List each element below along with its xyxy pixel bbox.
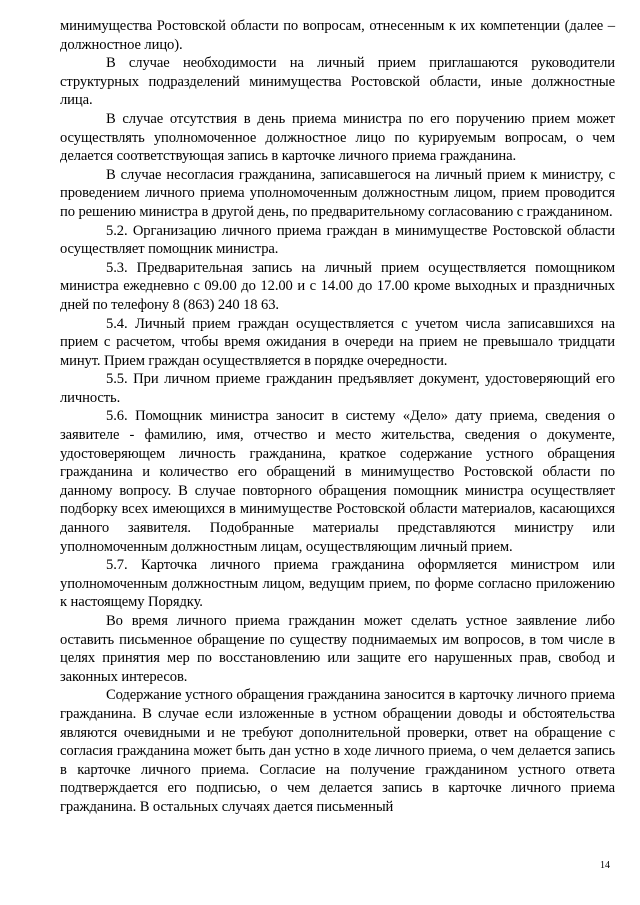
page-number: 14: [600, 860, 610, 871]
document-body: [60, 17, 615, 817]
paragraph-5-4: 5.4. Личный прием граждан осуществляется с учетом числа записавшихся на прием с расчетом, чтобы время ожидания в очереди на прием не превышало тридцати минут. Прием граждан осуществляется в порядке очередности.: [60, 315, 615, 369]
paragraph-5-7: 5.7. Карточка личного приема гражданина оформляется министром или уполномоченным должностным лицом, ведущим прием, по форме согласно приложению к настоящему Порядку.: [60, 557, 615, 611]
paragraph-continuation: минимущества Ростовской области по вопросам, отнесенным к их компетенции (далее – должностное лицо).: [60, 18, 615, 53]
paragraph-5-3: 5.3. Предварительная запись на личный прием осуществляется помощником министра ежедневно с 09.00 до 12.00 и с 14.00 до 17.00 кроме выходных и праздничных дней по телефону 8 (863) 240 18 63.: [60, 259, 615, 313]
paragraph-minister-absence: В случае отсутствия в день приема министра по его поручению прием может осуществлять уполномоченное должностное лицо по курируемым вопросам, о чем делается соответствующая запись в карточке личного приема гражданина.: [60, 110, 615, 165]
paragraph-citizen-disagreement: В случае несогласия гражданина, записавшегося на личный прием к министру, с проведением личного приема уполномоченным должностным лицом, прием проводится по решению министра в другой день, по предварительному согласованию с гражданином.: [60, 166, 615, 220]
paragraph-5-6: 5.6. Помощник министра заносит в систему «Дело» дату приема, сведения о заявителе - фамилию, имя, отчество и место жительства, сведения о документе, удостоверяющем личность гражданина, краткое содержание устного обращения гражданина и количество его обращений в минимущество Ростовской области по данному вопросу. В случае повторного обращения помощник министра осуществляет подборку всех имеющихся в минимуществе Ростовской области материалов, касающихся данного заявителя. Подобранные материалы представляются министру или уполномоченным должностным лицам, осуществляющим личный прием.: [60, 408, 615, 555]
paragraph-invited-officials: В случае необходимости на личный прием приглашаются руководители структурных подразделений минимущества Ростовской области, иные должностные лица.: [60, 55, 615, 109]
paragraph-5-2: 5.2. Организацию личного приема граждан в минимуществе Ростовской области осуществляет помощник министра.: [60, 222, 615, 258]
paragraph-oral-statement: Во время личного приема гражданин может сделать устное заявление либо оставить письменное обращение по существу поднимаемых им вопросов, в том числе в целях принятия мер по восстановлению или защите его нарушенных прав, свобод и законных интересов.: [60, 613, 615, 685]
paragraph-5-5: 5.5. При личном приеме гражданин предъявляет документ, удостоверяющий его личность.: [60, 371, 615, 406]
paragraph-oral-content: Содержание устного обращения гражданина заносится в карточку личного приема гражданина. В случае если изложенные в устном обращении доводы и обстоятельства являются очевидными и не требуют дополнительной проверки, ответ на обращение с согласия гражданина может быть дан устно в ходе личного приема, о чем делается запись в карточке личного приема. Согласие на получение гражданином устного ответа подтверждается его подписью, о чем делается запись в карточке личного приема гражданина. В остальных случаях дается письменный: [60, 687, 615, 815]
